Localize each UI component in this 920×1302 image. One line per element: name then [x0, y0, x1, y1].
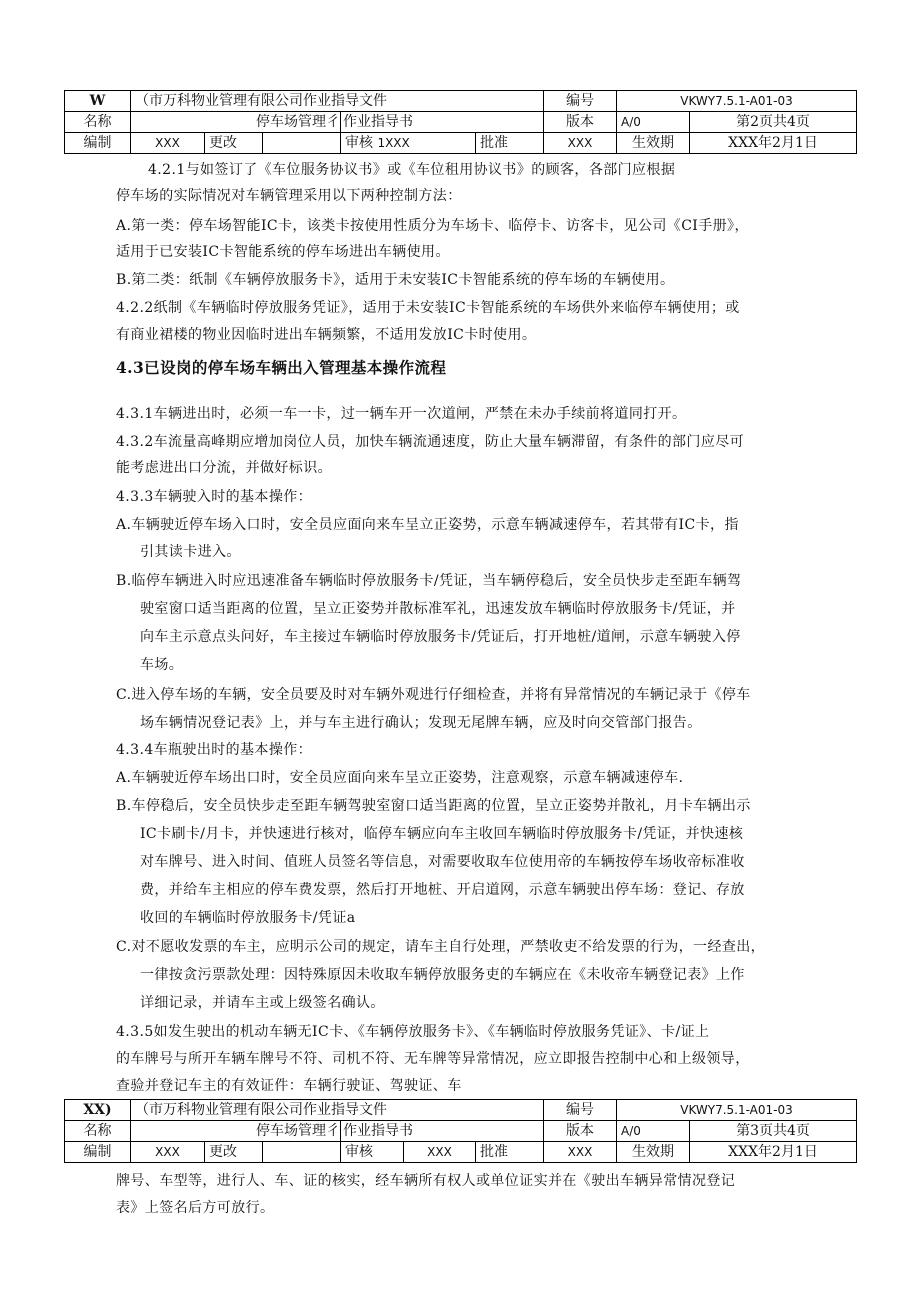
paragraph: 一律按贪污票款处理：因特殊原因未收取车辆停放服务吏的车辆应在《未收帝车辆登记表》上作 — [140, 967, 745, 983]
name-value: 停车场管理彳 — [131, 1121, 341, 1142]
paragraph: 向车主示意点头问好，车主接过车辆临时停放服务卡/凭证后，打开地桩/道闸，示意车辆驶入停 — [140, 629, 741, 645]
name-value: 停车场管理彳 — [131, 112, 341, 133]
version-value: A/0 — [617, 112, 690, 133]
paragraph: 4.2.2纸制《车辆临时停放服务凭证》，适用于未安装IC卡智能系统的车场供外来临停车辆使用；或 — [116, 300, 740, 316]
paragraph: 4.3.5如发生驶出的机动车辆无IC卡、《车辆停放服务卡》、《车辆临时停放服务凭证》、卡/证上 — [116, 1024, 710, 1040]
editor-value: XXX — [131, 133, 205, 154]
review-label: 审核 — [341, 1142, 404, 1163]
code-label: 编号 — [544, 1100, 617, 1121]
paragraph: 详细记录，并请车主或上级签名确认。 — [140, 995, 385, 1011]
paragraph: 牌号、车型等，进行人、车、证的核实，经车辆所有权人或单位证实并在《驶出车辆异常情况登记 — [116, 1173, 736, 1189]
paragraph: 收回的车辆临时停放服务卡/凭证a — [140, 910, 356, 926]
page-number: 第3页共4页 — [690, 1121, 857, 1142]
code-value: VKWY7.5.1-A01-03 — [617, 1100, 857, 1121]
review-value: 1XXX — [377, 136, 410, 150]
paragraph: A.车辆驶近停车场出口时，安全员应面向来车呈立正姿势，注意观察，示意车辆减速停车. — [116, 770, 684, 786]
document-header-2 — [64, 1099, 857, 1163]
change-value — [263, 133, 341, 154]
paragraph: 4.3.1车辆进出时，必须一车一卡，过一辆车开一次道闸，严禁在未办手续前将道同打开。 — [116, 406, 687, 422]
document-header-1 — [64, 90, 857, 154]
editor-value: XXX — [131, 1142, 205, 1163]
name-value-2: 作业指导书 — [341, 112, 544, 133]
editor-label: 编制 — [65, 133, 131, 154]
code-label: 编号 — [544, 91, 617, 112]
paragraph: B.第二类：纸制《车辆停放服务卡》，适用于未安装IC卡智能系统的停车场的车辆使用。 — [116, 272, 675, 288]
paragraph: 停车场的实际情况对车辆管理采用以下两种控制方法： — [116, 188, 462, 204]
page-number: 第2页共4页 — [690, 112, 857, 133]
company-title: （市万科物业管理有限公司作业指导文件 — [131, 91, 544, 112]
paragraph: 车场。 — [140, 657, 184, 673]
paragraph: 驶室窗口适当距离的位置，呈立正姿势并散标准军礼，迅速发放车辆临时停放服务卡/凭证，并 — [140, 601, 736, 617]
approve-value: XXX — [544, 133, 617, 154]
paragraph: 对车牌号、进入时间、值班人员签名等信息，对需要收取车位使用帝的车辆按停车场收帝标准收 — [140, 854, 745, 870]
paragraph: 场车辆情况登记表》上，并与车主进行确认；发现无尾牌车辆，应及时向交管部门报告。 — [140, 715, 702, 731]
paragraph: 的车牌号与所开车辆车牌号不符、司机不符、无车牌等异常情况，应立即报告控制中心和上级领导， — [116, 1051, 750, 1067]
paragraph: C.进入停车场的车辆，安全员要及时对车辆外观进行仔细检查，并将有异常情况的车辆记录于《停车 — [116, 687, 751, 703]
section-heading: 4.3已设岗的停车场车辆出入管理基本操作流程 — [116, 358, 447, 377]
paragraph: 查验并登记车主的有效证件：车辆行驶证、驾驶证、车 — [116, 1078, 462, 1094]
company-title: （市万科物业管理有限公司作业指导文件 — [131, 1100, 544, 1121]
name-value-2: 作业指导书 — [341, 1121, 544, 1142]
paragraph: 4.2.1与如签订了《车位服务协议书》或《车位租用协议书》的顾客，各部门应根据 — [148, 162, 676, 178]
approve-label: 批准 — [476, 133, 544, 154]
version-label: 版本 — [544, 112, 617, 133]
review-cell — [341, 133, 476, 154]
paragraph: 适用于已安装IC卡智能系统的停车场进出车辆使用。 — [116, 244, 450, 260]
paragraph: 4.3.3车辆驶入时的基本操作： — [116, 489, 313, 505]
review-label: 审核 — [345, 135, 373, 151]
version-label: 版本 — [544, 1121, 617, 1142]
effective-label: 生效期 — [617, 133, 690, 154]
name-label: 名称 — [65, 112, 131, 133]
paragraph: B.临停车辆进入时应迅速准备车辆临时停放服务卡/凭证，当车辆停稳后，安全员快步走至距车辆驾 — [116, 573, 742, 589]
paragraph: A.车辆驶近停车场入口时，安全员应面向来车呈立正姿势，示意车辆减速停车，若其带有IC卡，指 — [116, 517, 739, 533]
review-value: XXX — [404, 1142, 476, 1163]
company-logo: W — [65, 91, 131, 112]
paragraph: 有商业裙楼的物业因临时进出车辆频繁，不适用发放IC卡时使用。 — [116, 327, 537, 343]
paragraph: 费，并给车主相应的停车费发票，然后打开地桩、开启道网，示意车辆驶出停车场：登记、存放 — [140, 882, 745, 898]
paragraph: IC卡刷卡/月卡，并快速进行核对，临停车辆应向车主收回车辆临时停放服务卡/凭证，并快速核 — [140, 826, 744, 842]
version-value: A/0 — [617, 1121, 690, 1142]
effective-value: XXX年2月1日 — [690, 133, 857, 154]
approve-label: 批准 — [476, 1142, 544, 1163]
paragraph: 表》上签名后方可放行。 — [116, 1200, 275, 1216]
approve-value: XXX — [544, 1142, 617, 1163]
effective-value: XXX年2月1日 — [690, 1142, 857, 1163]
company-logo: XX) — [65, 1100, 131, 1121]
change-label: 更改 — [205, 133, 263, 154]
code-value: VKWY7.5.1-A01-03 — [617, 91, 857, 112]
paragraph: B.车停稳后，安全员快步走至距车辆驾驶室窗口适当距离的位置，呈立正姿势并散礼，月卡车辆出示 — [116, 798, 751, 814]
paragraph: 引其读卡进入。 — [140, 544, 241, 560]
paragraph: 4.3.4车瓶驶出时的基本操作： — [116, 742, 313, 758]
paragraph: C.对不愿收发票的车主，应明示公司的规定，请车主自行处理，严禁收吏不给发票的行为，一经查出， — [116, 939, 766, 955]
change-label: 更改 — [205, 1142, 263, 1163]
paragraph: A.第一类：停车场智能IC卡，该类卡按使用性质分为车场卡、临停卡、访客卡，见公司《CI手册》， — [116, 218, 749, 234]
paragraph: 能考虑进出口分流，并做好标识。 — [116, 460, 332, 476]
paragraph: 4.3.2车流量高峰期应增加岗位人员，加快车辆流通速度，防止大量车辆滞留，有条件的部门应尽可 — [116, 434, 745, 450]
effective-label: 生效期 — [617, 1142, 690, 1163]
name-label: 名称 — [65, 1121, 131, 1142]
editor-label: 编制 — [65, 1142, 131, 1163]
change-value — [263, 1142, 341, 1163]
